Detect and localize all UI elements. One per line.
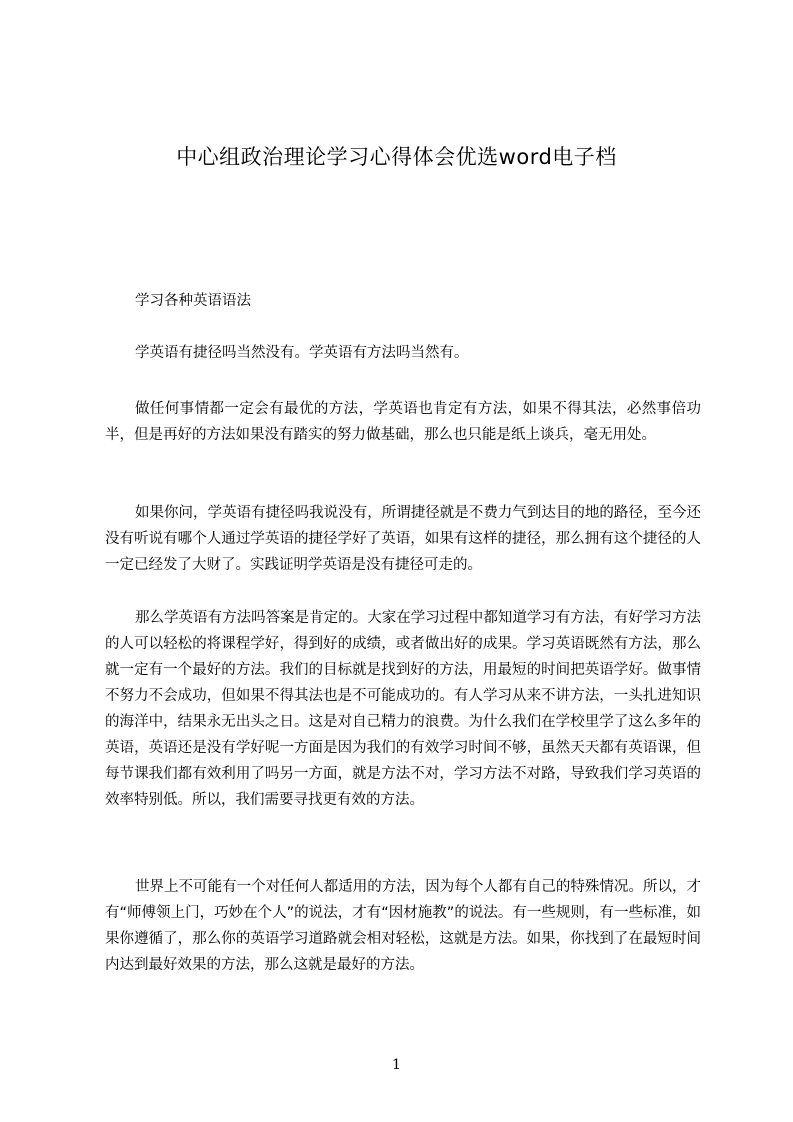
document-title: 中心组政治理论学习心得体会优选word电子档 <box>176 145 617 169</box>
paragraph: 如果你问，学英语有捷径吗我说没有，所谓捷径就是不费力气到达目的地的路径，至今还没有听说有哪个人通过学英语的捷径学好了英语，如果有这样的捷径，那么拥有这个捷径的人一定已经发了大财了。实践证明学英语是没有捷径可走的。 <box>105 505 701 573</box>
paragraph: 那么学英语有方法吗答案是肯定的。大家在学习过程中都知道学习有方法，有好学习方法的人可以轻松的将课程学好，得到好的成绩，或者做出好的成果。学习英语既然有方法，那么就一定有一个最好的方法。我们的目标就是找到好的方法，用最短的时间把英语学好。做事情不努力不会成功，但如果不得其法也是不可能成功的。有人学习从来不讲方法，一头扎进知识的海洋中，结果永无出头之日。这是对自己精力的浪费。为什么我们在学校里学了这么多年的英语，英语还是没有学好呢一方面是因为我们的有效学习时间不够，虽然天天都有英语课，但每节课我们都有效利用了吗另一方面，就是方法不对，学习方法不对路，导致我们学习英语的效率特别低。所以，我们需要寻找更有效的方法。 <box>105 610 701 808</box>
page-number: 1 <box>392 1057 401 1073</box>
paragraph-subheading: 学习各种英语语法 <box>135 293 251 309</box>
paragraph: 世界上不可能有一个对任何人都适用的方法，因为每个人都有自己的特殊情况。所以，才有“师傅领上门，巧妙在个人”的说法，才有“因材施教”的说法。有一些规则，有一些标准，如果你遵循了，那么你的英语学习道路就会相对轻松，这就是方法。如果，你找到了在最短时间内达到最好效果的方法，那么这就是最好的方法。 <box>105 879 701 973</box>
paragraph: 做任何事情都一定会有最优的方法，学英语也肯定有方法，如果不得其法，必然事倍功半，但是再好的方法如果没有踏实的努力做基础，那么也只能是纸上谈兵，毫无用处。 <box>105 401 701 443</box>
paragraph: 学英语有捷径吗当然没有。学英语有方法吗当然有。 <box>135 345 469 361</box>
